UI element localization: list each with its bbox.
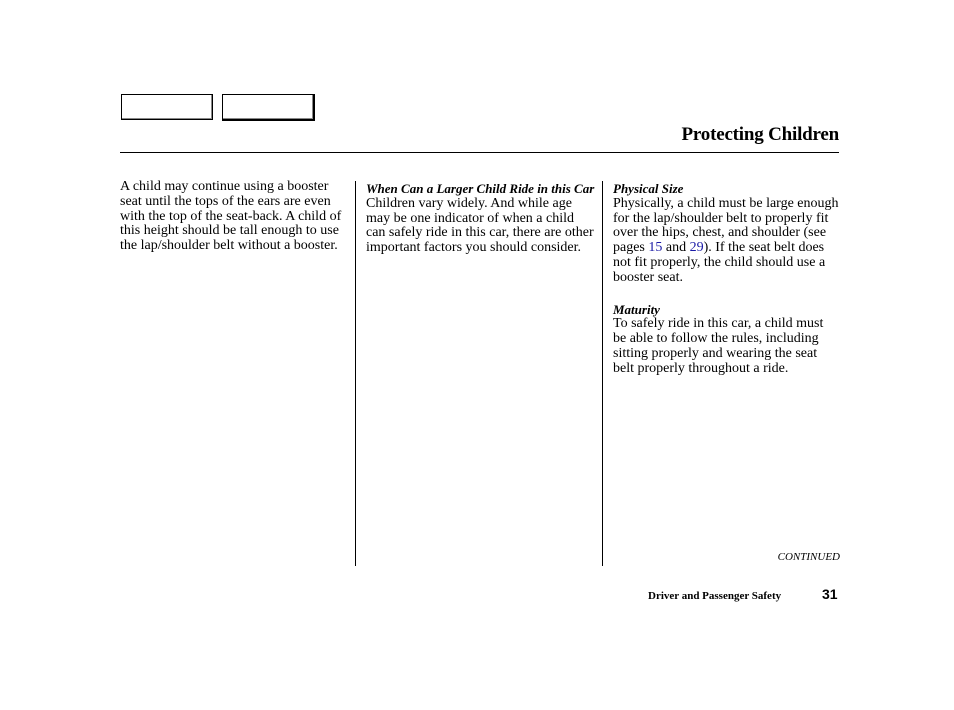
maturity-paragraph: To safely ride in this car, a child must be able to follow the rules, including sitting properly and wearing the seat belt properly throughout a ride. xyxy=(613,316,824,376)
larger-child-paragraph: Children vary widely. And while age may be one indicator of when a child can safely ride in this car, there are other important factors you should consider. xyxy=(366,195,594,256)
larger-child-heading: When Can a Larger Child Ride in this Car xyxy=(366,181,595,196)
column-divider-1 xyxy=(355,181,356,566)
nav-button-next[interactable] xyxy=(222,94,315,121)
footer-section-name: Driver and Passenger Safety xyxy=(648,590,782,602)
column-1 xyxy=(120,180,348,254)
nav-button-previous[interactable] xyxy=(121,94,213,120)
physical-size-heading: Physical Size xyxy=(613,181,684,196)
continued-label: CONTINUED xyxy=(777,551,840,563)
column-3 xyxy=(613,180,839,377)
column-divider-2 xyxy=(602,181,603,566)
column-2 xyxy=(366,180,596,256)
physical-size-text-3: ). If the seat belt does not fit properly, the child should use a booster seat. xyxy=(613,240,826,285)
booster-seat-paragraph: A child may continue using a booster seat until the tops of the ears are even with the top of the seat-back. A child of this height should be tall enough to use the lap/shoulder belt without a booster. xyxy=(120,179,342,254)
maturity-heading: Maturity xyxy=(613,301,660,317)
page-number: 31 xyxy=(822,586,838,602)
page-title: Protecting Children xyxy=(681,124,839,145)
physical-size-text-2: and xyxy=(662,240,690,256)
title-divider xyxy=(120,152,839,153)
physical-size-paragraph xyxy=(613,197,839,286)
section-spacer xyxy=(613,286,839,301)
page-15-link[interactable]: 15 xyxy=(648,240,663,256)
physical-size-text-1: Physically, a child must be large enough for the lap/shoulder belt to properly fit over the hips, chest, and shoulder (see pages xyxy=(613,195,839,256)
page-29-link[interactable]: 29 xyxy=(689,240,704,256)
